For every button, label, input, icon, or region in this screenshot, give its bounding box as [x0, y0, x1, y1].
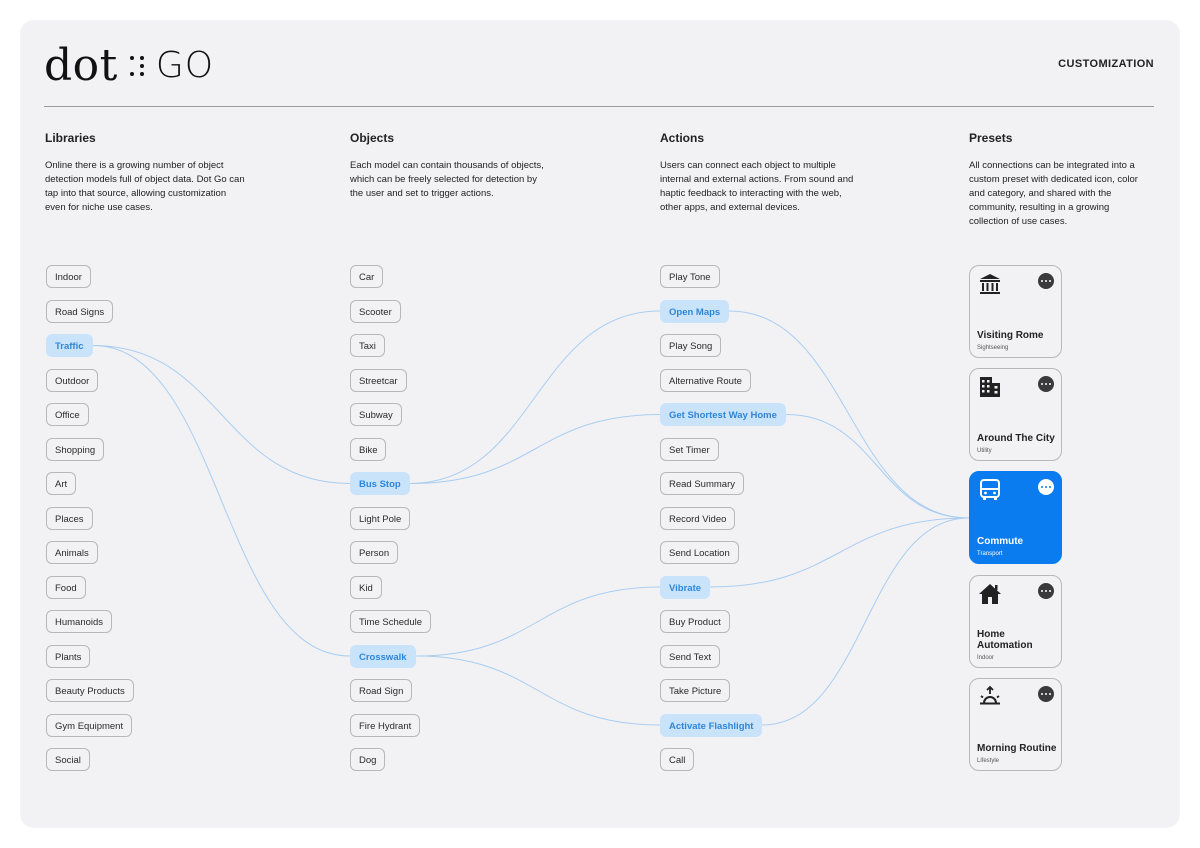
- objects-item-person[interactable]: Person: [350, 541, 398, 564]
- objects-item-scooter[interactable]: Scooter: [350, 300, 401, 323]
- preset-title: Around The City: [977, 433, 1055, 444]
- objects-item-bus-stop[interactable]: Bus Stop: [350, 472, 410, 495]
- libraries-description: Online there is a growing number of object detection models full of object data. Dot Go can tap into that source, allowing customization even for niche use cases.: [45, 160, 245, 213]
- actions-item-send-text[interactable]: Send Text: [660, 645, 720, 668]
- libraries-item-food[interactable]: Food: [46, 576, 86, 599]
- libraries-item-plants[interactable]: Plants: [46, 645, 90, 668]
- libraries-item-outdoor[interactable]: Outdoor: [46, 369, 98, 392]
- libraries-item-gym-equipment[interactable]: Gym Equipment: [46, 714, 132, 737]
- preset-category: Lifestyle: [977, 758, 1000, 764]
- bus-icon: [978, 478, 1002, 502]
- preset-card-around-the-city[interactable]: [969, 368, 1062, 461]
- sunrise-icon: [978, 685, 1002, 709]
- landmark-icon: [978, 272, 1002, 296]
- libraries-item-social[interactable]: Social: [46, 748, 90, 771]
- preset-title: Morning Routine: [977, 743, 1057, 754]
- presets-heading: Presets: [969, 131, 1013, 145]
- preset-card-visiting-rome[interactable]: [969, 265, 1062, 358]
- preset-title: Commute: [977, 536, 1024, 547]
- libraries-heading: Libraries: [45, 131, 96, 145]
- objects-item-road-sign[interactable]: Road Sign: [350, 679, 412, 702]
- actions-item-buy-product[interactable]: Buy Product: [660, 610, 730, 633]
- preset-title: Home Automation: [977, 629, 1033, 651]
- actions-item-alternative-route[interactable]: Alternative Route: [660, 369, 751, 392]
- buildings-icon: [978, 375, 1002, 399]
- actions-item-play-song[interactable]: Play Song: [660, 334, 721, 357]
- preset-category: Utility: [977, 448, 992, 454]
- actions-item-play-tone[interactable]: Play Tone: [660, 265, 720, 288]
- more-options-icon[interactable]: [1038, 376, 1054, 392]
- section-label: CUSTOMIZATION: [1058, 58, 1154, 70]
- preset-category: Indoor: [977, 655, 995, 661]
- objects-item-time-schedule[interactable]: Time Schedule: [350, 610, 431, 633]
- objects-item-fire-hydrant[interactable]: Fire Hydrant: [350, 714, 420, 737]
- actions-item-get-shortest-way-home[interactable]: Get Shortest Way Home: [660, 403, 786, 426]
- actions-item-send-location[interactable]: Send Location: [660, 541, 739, 564]
- objects-item-kid[interactable]: Kid: [350, 576, 382, 599]
- actions-item-vibrate[interactable]: Vibrate: [660, 576, 710, 599]
- logo-suffix: GO: [155, 45, 215, 86]
- header-divider: [44, 106, 1154, 107]
- logo-word: dot: [44, 40, 118, 91]
- preset-card-morning-routine[interactable]: [969, 678, 1062, 771]
- more-options-icon[interactable]: [1038, 583, 1054, 599]
- actions-item-call[interactable]: Call: [660, 748, 694, 771]
- actions-description: Users can connect each object to multiple internal and external actions. From sound and haptic feedback to interacting with the web, other apps, and external devices.: [660, 160, 854, 213]
- actions-item-open-maps[interactable]: Open Maps: [660, 300, 729, 323]
- preset-card-commute[interactable]: [969, 471, 1062, 564]
- objects-item-car[interactable]: Car: [350, 265, 383, 288]
- libraries-item-animals[interactable]: Animals: [46, 541, 98, 564]
- libraries-item-office[interactable]: Office: [46, 403, 89, 426]
- actions-heading: Actions: [660, 131, 705, 145]
- objects-item-dog[interactable]: Dog: [350, 748, 385, 771]
- objects-item-taxi[interactable]: Taxi: [350, 334, 385, 357]
- objects-item-subway[interactable]: Subway: [350, 403, 402, 426]
- actions-item-activate-flashlight[interactable]: Activate Flashlight: [660, 714, 762, 737]
- dot-go-logo: [44, 38, 214, 94]
- objects-item-light-pole[interactable]: Light Pole: [350, 507, 410, 530]
- objects-description: Each model can contain thousands of objects, which can be freely selected for detection by the user and set to trigger actions.: [350, 160, 544, 199]
- objects-item-crosswalk[interactable]: Crosswalk: [350, 645, 416, 668]
- libraries-item-beauty-products[interactable]: Beauty Products: [46, 679, 134, 702]
- preset-card-home-automation[interactable]: [969, 575, 1062, 668]
- libraries-item-places[interactable]: Places: [46, 507, 93, 530]
- objects-item-bike[interactable]: Bike: [350, 438, 386, 461]
- libraries-item-shopping[interactable]: Shopping: [46, 438, 104, 461]
- objects-item-streetcar[interactable]: Streetcar: [350, 369, 407, 392]
- preset-title: Visiting Rome: [977, 330, 1044, 341]
- more-options-icon[interactable]: [1038, 273, 1054, 289]
- libraries-item-indoor[interactable]: Indoor: [46, 265, 91, 288]
- more-options-icon[interactable]: [1038, 686, 1054, 702]
- actions-item-read-summary[interactable]: Read Summary: [660, 472, 744, 495]
- actions-item-set-timer[interactable]: Set Timer: [660, 438, 719, 461]
- actions-item-take-picture[interactable]: Take Picture: [660, 679, 730, 702]
- braille-dots-icon: [130, 56, 146, 76]
- libraries-item-traffic[interactable]: Traffic: [46, 334, 93, 357]
- libraries-item-art[interactable]: Art: [46, 472, 76, 495]
- objects-heading: Objects: [350, 131, 395, 145]
- actions-item-record-video[interactable]: Record Video: [660, 507, 735, 530]
- preset-category: Transport: [977, 551, 1003, 557]
- libraries-item-road-signs[interactable]: Road Signs: [46, 300, 113, 323]
- libraries-item-humanoids[interactable]: Humanoids: [46, 610, 112, 633]
- preset-category: Sightseeing: [977, 345, 1009, 351]
- presets-description: All connections can be integrated into a custom preset with dedicated icon, color and category, and shared with the community, resulting in a growing collection of use cases.: [969, 160, 1138, 227]
- more-options-icon[interactable]: [1038, 479, 1054, 495]
- house-icon: [978, 582, 1002, 606]
